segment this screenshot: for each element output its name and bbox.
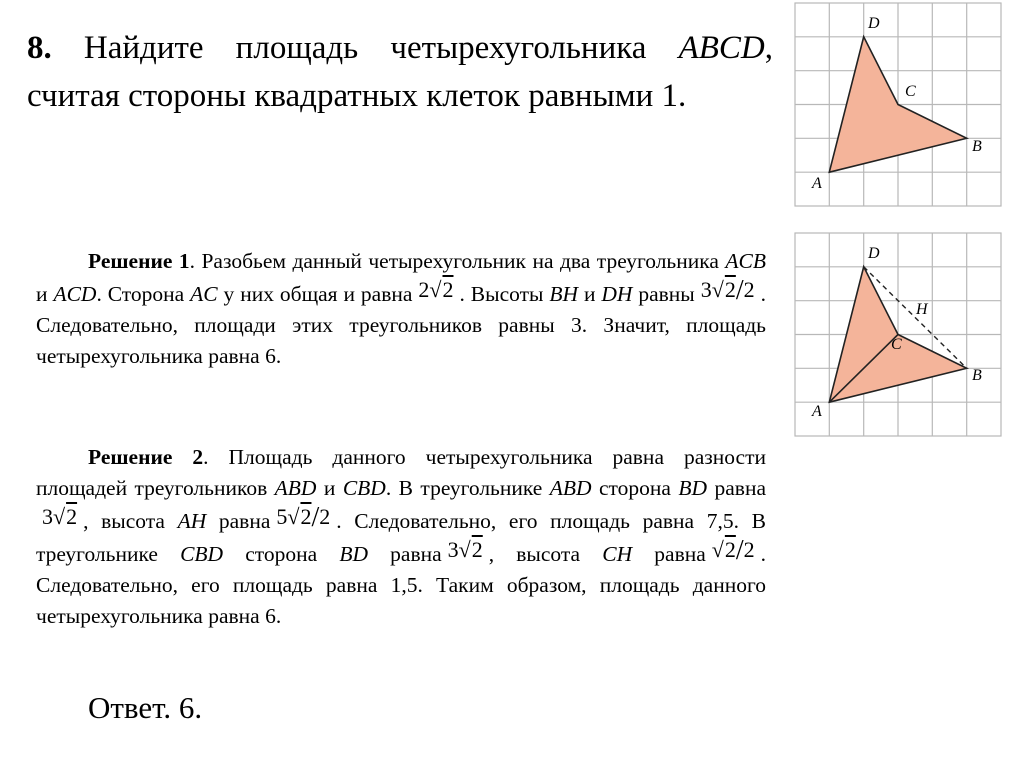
solution-2-heading: Решение 2	[88, 445, 204, 469]
var-ah: AH	[177, 509, 207, 533]
math-slash: /	[735, 535, 744, 566]
label-d: D	[868, 15, 880, 32]
math-radicand: 2	[442, 277, 454, 302]
label-c: C	[905, 83, 916, 100]
figure-quadrilateral	[792, 0, 1004, 210]
figure-solution	[792, 230, 1004, 440]
math-coef: 5	[276, 504, 288, 529]
math-bd2-length: 3√2	[447, 537, 483, 562]
solution-2	[36, 442, 766, 632]
solution-2-text: равна	[206, 509, 271, 533]
var-bd: BD	[339, 542, 369, 566]
math-coef: 2	[418, 277, 430, 302]
problem-text-1: Найдите площадь четырехугольника	[83, 30, 679, 66]
solution-2-text: , высота	[488, 542, 603, 566]
label-d-2: D	[868, 245, 880, 262]
solution-1-text: . Следовательно, площади этих треугольников равны 3. Значит, площадь четырехугольника равна 6.	[36, 282, 766, 368]
solution-2-text: . Следовательно, его площадь равна 7,5. В треугольнике	[36, 509, 766, 566]
solution-2-text: , высота	[83, 509, 178, 533]
math-ch-length: √2/2	[711, 535, 755, 566]
var-acb: ACB	[725, 249, 766, 273]
math-coef: 3	[447, 537, 459, 562]
math-radicand: 2	[724, 277, 736, 302]
solution-2-text: . Площадь данного четырехугольника равна разности площадей треугольников	[36, 445, 767, 500]
solution-1	[36, 246, 766, 372]
problem-statement	[27, 24, 773, 120]
math-radicand: 2	[300, 504, 312, 529]
label-c-2: C	[891, 336, 902, 353]
label-h: H	[916, 301, 928, 318]
var-bd: BD	[678, 476, 708, 500]
math-denominator: 2	[743, 537, 755, 562]
solution-2-text: равна	[632, 542, 706, 566]
answer: Ответ. 6.	[88, 690, 203, 725]
var-abd: ABD	[274, 476, 317, 500]
math-bd-length: 3√2	[42, 504, 78, 529]
solution-2-text: . В треугольнике	[385, 476, 550, 500]
var-cbd: CBD	[342, 476, 386, 500]
math-coef: 3	[700, 277, 712, 302]
math-height: 3√2/2	[700, 275, 755, 306]
label-b-2: B	[972, 367, 982, 384]
solution-1-text: . Разобьем данный четырехугольник на два треугольника	[189, 249, 726, 273]
math-radicand: 2	[471, 537, 483, 562]
var-cbd: CBD	[180, 542, 224, 566]
math-slash: /	[735, 275, 744, 306]
solution-1-text: и	[578, 282, 602, 306]
figure-1-svg	[792, 0, 1004, 210]
problem-number: 8.	[27, 30, 52, 66]
var-dh: DH	[601, 282, 633, 306]
solution-1-heading: Решение 1	[88, 249, 190, 273]
math-denominator: 2	[319, 504, 331, 529]
math-radicand: 2	[724, 537, 736, 562]
math-slash: /	[311, 502, 320, 533]
figure-2-svg	[792, 230, 1004, 440]
math-ah-length: 5√2/2	[276, 502, 331, 533]
solution-1-text: и	[36, 282, 54, 306]
math-ac-length: 2√2	[418, 277, 454, 302]
var-ch: CH	[602, 542, 633, 566]
label-a: A	[812, 175, 822, 192]
math-radicand: 2	[66, 504, 78, 529]
math-denominator: 2	[743, 277, 755, 302]
var-abd: ABD	[549, 476, 592, 500]
solution-1-text: . Сторона	[96, 282, 191, 306]
solution-1-text: равны	[632, 282, 695, 306]
solution-2-text: и	[316, 476, 343, 500]
var-bh: BH	[549, 282, 579, 306]
solution-1-text: . Высоты	[459, 282, 550, 306]
label-b: B	[972, 138, 982, 155]
label-a-2: A	[812, 403, 822, 420]
problem-text-2: , считая стороны квадратных клеток равными 1.	[27, 30, 773, 114]
var-ac: AC	[190, 282, 218, 306]
solution-2-text: равна	[368, 542, 442, 566]
solution-2-text: сторона	[223, 542, 340, 566]
solution-2-text: . Следовательно, его площадь равна 1,5. Таким образом, площадь данного четырехугольника равна 6.	[36, 542, 767, 628]
solution-1-text: у них общая и равна	[217, 282, 413, 306]
solution-2-text: сторона	[591, 476, 679, 500]
solution-2-text: равна	[707, 476, 766, 500]
problem-shape: ABCD	[678, 30, 765, 66]
var-acd: ACD	[53, 282, 97, 306]
math-coef: 3	[42, 504, 53, 529]
